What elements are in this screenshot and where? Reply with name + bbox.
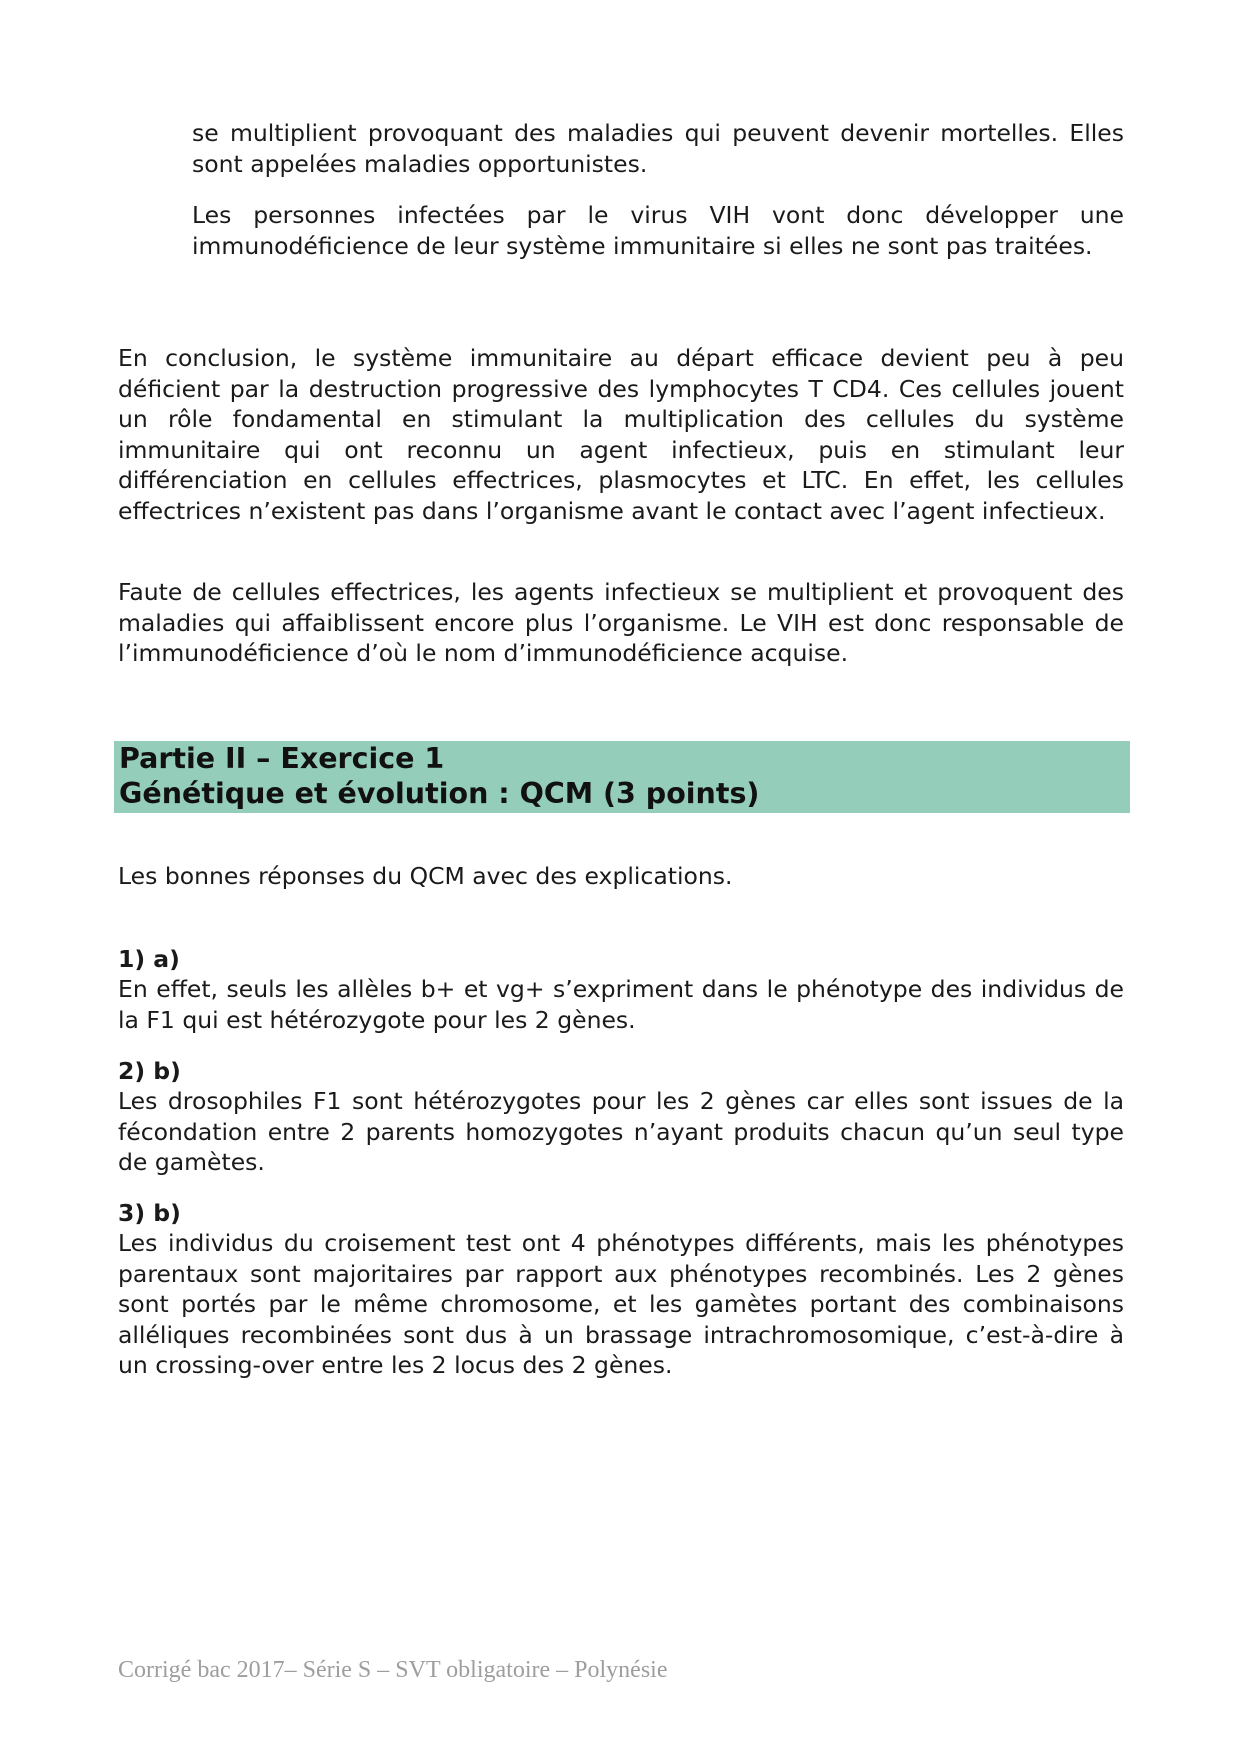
section-title-line-1: Partie II – Exercice 1 [119, 742, 445, 775]
section-intro [118, 861, 1124, 892]
intro-continuation-paragraph-1 [192, 118, 1124, 179]
page-footer: Corrigé bac 2017– Série S – SVT obligatoire – Polynésie [118, 1657, 668, 1683]
paragraph-text: se multiplient provoquant des maladies qui peuvent devenir mortelles. Elles sont appelées maladies opportunistes. [192, 119, 1124, 178]
conclusion-paragraph-1 [118, 343, 1124, 526]
paragraph-text: Les personnes infectées par le virus VIH vont donc développer une immunodéficience de leur système immunitaire si elles ne sont pas traitées. [192, 201, 1124, 260]
answer-text-3 [118, 1228, 1124, 1381]
section-header [114, 741, 1130, 813]
paragraph-text: Les drosophiles F1 sont hétérozygotes pour les 2 gènes car elles sont issues de la fécondation entre 2 parents homozygotes n’ayant produits chacun qu’un seul type de gamètes. [118, 1087, 1124, 1176]
answer-label-3: 3) b) [118, 1199, 181, 1227]
section-title-line-2: Génétique et évolution : QCM (3 points) [119, 777, 760, 810]
paragraph-text: Les bonnes réponses du QCM avec des explications. [118, 862, 733, 890]
paragraph-text: Faute de cellules effectrices, les agents infectieux se multiplient et provoquent des maladies qui affaiblissent encore plus l’organisme. Le VIH est donc responsable de l’immunodéficience d’où le nom d’immunodéficience acquise. [118, 578, 1124, 667]
paragraph-text: En effet, seuls les allèles b+ et vg+ s’expriment dans le phénotype des individus de la F1 qui est hétérozygote pour les 2 gènes. [118, 975, 1124, 1034]
paragraph-text: Les individus du croisement test ont 4 phénotypes différents, mais les phénotypes parentaux sont majoritaires par rapport aux phénotypes recombinés. Les 2 gènes sont portés par le même chromosome, et les gamètes portant des combinaisons alléliques recombinées sont dus à un brassage intrachromosomique, c’est-à-dire à un crossing-over entre les 2 locus des 2 gènes. [118, 1229, 1124, 1379]
conclusion-paragraph-2 [118, 577, 1124, 669]
intro-continuation-paragraph-2 [192, 200, 1124, 261]
answer-text-2 [118, 1086, 1124, 1178]
answer-label-1: 1) a) [118, 945, 180, 973]
answer-label-2: 2) b) [118, 1057, 181, 1085]
answer-text-1 [118, 974, 1124, 1035]
paragraph-text: En conclusion, le système immunitaire au départ efficace devient peu à peu déficient par la destruction progressive des lymphocytes T CD4. Ces cellules jouent un rôle fondamental en stimulant la multiplication des cellules du système immunitaire qui ont reconnu un agent infectieux, puis en stimulant leur différenciation en cellules effectrices, plasmocytes et LTC. En effet, les cellules effectrices n’existent pas dans l’organisme avant le contact avec l’agent infectieux. [118, 344, 1124, 525]
